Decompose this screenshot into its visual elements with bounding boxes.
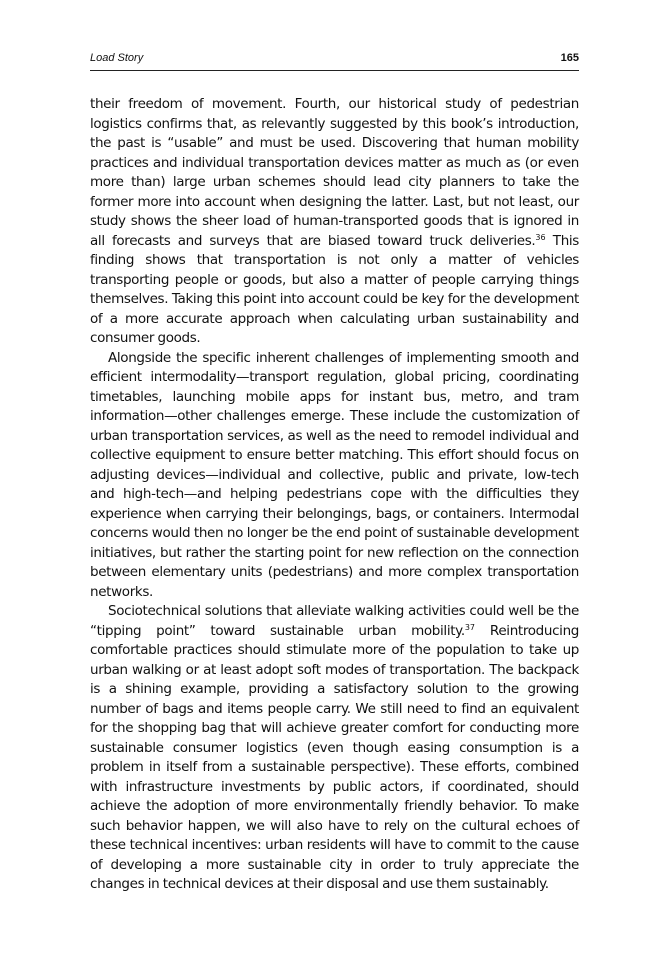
- paragraph-2: Alongside the specific inherent challenges of implementing smooth and efficient intermodality—transport regulation, global pricing, coordinating timetables, launching mobile apps for instant bus, metro, and tram information—other challenges emerge. These include the customization of urban transportation services, as well as the need to remodel individual and collective equipment to ensure better matching. This effort should focus on adjusting devices—individual and collective, public and private, low-tech and high-tech—and helping pedestrians cope with the difficulties they experience when carrying their belongings, bags, or containers. Intermodal concerns would then no longer be the end point of sustainable development initiatives, but rather the starting point for new reflection on the connection between elementary units (pedestrians) and more complex transportation networks.: [90, 349, 579, 600]
- paragraph-3-text-a: Sociotechnical solutions that alleviate walking activities could well be the “tipping point” toward sustainable urban mobility.: [90, 603, 579, 639]
- running-title: Load Story: [90, 52, 144, 64]
- footnote-ref-37[interactable]: 37: [464, 622, 476, 632]
- running-header: [90, 50, 579, 71]
- paragraph-1-text-b: This finding shows that transportation is not only a matter of vehicles transporting people or goods, but also a matter of people carrying things themselves. Taking this point into account could be key for the development of a more accurate approach when calculating urban sustainability and consumer goods.: [90, 232, 579, 346]
- body-text: [90, 95, 579, 895]
- page-number: 165: [560, 52, 579, 64]
- paragraph-1: [90, 95, 579, 349]
- paragraph-3: [90, 602, 579, 895]
- paragraph-1-text-a: their freedom of movement. Fourth, our historical study of pedestrian logistics confirms that, as relevantly suggested by this book’s introduction, the past is “usable” and must be used. Discovering that human mobility practices and individual transportation devices matter as much as (or even more than) large urban schemes should lead city planners to take the former more into account when designing the latter. Last, but not least, our study shows the sheer load of human-transported goods that is ignored in all forecasts and surveys that are biased toward truck deliveries.: [90, 96, 579, 249]
- paragraph-3-text-b: Reintroducing comfortable practices should stimulate more of the population to take up urban walking or at least adopt soft modes of transportation. The backpack is a shining example, providing a satisfactory solution to the growing number of bags and items people carry. We still need to find an equivalent for the shopping bag that will achieve greater comfort for conducting more sustainable consumer logistics (even though easing consumption is a problem in itself from a sustainable perspective). These efforts, combined with infrastructure investments by public actors, if coordinated, should achieve the adoption of more environmentally friendly behavior. To make such behavior happen, we will also have to rely on the cultural echoes of these technical incentives: urban residents will have to commit to the cause of developing a more sustainable city in order to truly appreciate the changes in technical devices at their disposal and use them sustainably.: [90, 622, 579, 892]
- footnote-ref-36[interactable]: 36: [535, 232, 546, 242]
